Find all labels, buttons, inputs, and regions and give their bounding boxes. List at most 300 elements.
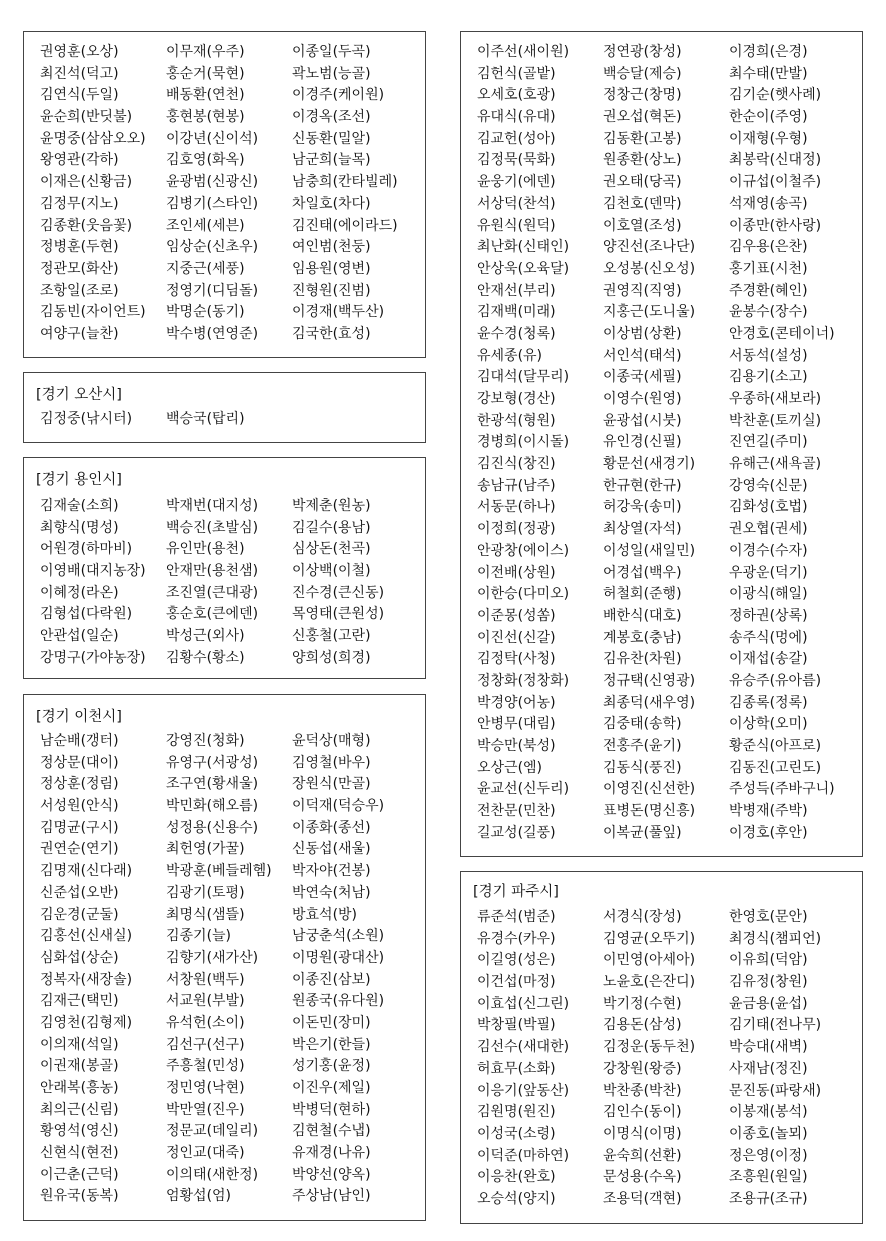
- name-entry: 윤순희(반딧불): [40, 109, 133, 126]
- name-entry: 이명식(이명): [603, 1125, 682, 1142]
- name-entry: 윤광섭(시붓): [603, 412, 682, 429]
- name-entry: 유재경(나유): [292, 1145, 371, 1162]
- name-entry: 전찬문(민찬): [477, 803, 556, 820]
- name-entry: 지홍근(도니울): [603, 304, 696, 321]
- name-entry: 신홍철(고란): [292, 628, 371, 645]
- name-entry: 김우용(은찬): [729, 239, 808, 256]
- name-entry: 정창화(정창화): [477, 672, 570, 689]
- name-entry: 김연식(두일): [40, 87, 119, 104]
- name-entry: 유승주(유아름): [729, 672, 822, 689]
- name-entry: 이성일(새일민): [603, 542, 696, 559]
- name-entry: 김호영(화옥): [166, 152, 245, 169]
- name-entry: 원종국(유다원): [292, 993, 385, 1010]
- section-top-left: [23, 31, 426, 358]
- name-entry: 여인범(천둥): [292, 239, 371, 256]
- name-entry: 지중근(세풍): [166, 260, 245, 277]
- name-entry: 한영호(문안): [729, 909, 808, 925]
- name-entry: 김인수(동이): [603, 1104, 682, 1121]
- name-grid: [40, 731, 421, 1208]
- name-entry: 김선구(선구): [166, 1036, 245, 1053]
- name-entry: 권오협(권세): [729, 521, 808, 538]
- name-entry: 이의태(새한정): [166, 1166, 259, 1183]
- name-entry: 이종일(두곡): [292, 44, 371, 60]
- name-entry: 정병훈(두현): [40, 239, 119, 256]
- name-grid: [477, 42, 858, 844]
- name-entry: 이응기(앞동산): [477, 1082, 570, 1099]
- name-entry: 임상순(신초우): [166, 239, 259, 256]
- name-entry: 이경옥(조선): [292, 109, 371, 126]
- name-entry: 이영배(대지농장): [40, 563, 146, 580]
- name-entry: 박연숙(처남): [292, 884, 371, 901]
- name-entry: 우광운(덕기): [729, 564, 808, 581]
- name-entry: 황문선(새경기): [603, 456, 696, 473]
- name-entry: 조구연(황새울): [166, 776, 259, 793]
- name-entry: 최봉락(신대정): [729, 152, 822, 169]
- name-entry: 박광훈(베들레헴): [166, 863, 272, 880]
- name-entry: 곽노범(능골): [292, 65, 371, 82]
- name-entry: 서창원(백두): [166, 971, 245, 988]
- name-entry: 주경환(혜인): [729, 282, 808, 299]
- name-entry: 김기태(전나무): [729, 1017, 822, 1034]
- name-entry: 차일호(차다): [292, 195, 371, 212]
- name-entry: 이의재(석일): [40, 1036, 119, 1053]
- name-entry: 서성원(안식): [40, 798, 119, 815]
- name-entry: 이덕재(덕승우): [292, 798, 385, 815]
- name-entry: 이영수(원영): [603, 391, 682, 407]
- name-entry: 김재근(택민): [40, 993, 119, 1010]
- name-entry: 정문교(데일리): [166, 1123, 259, 1140]
- name-entry: 유석헌(소이): [166, 1014, 245, 1031]
- name-entry: 홍기표(시천): [729, 260, 808, 277]
- name-entry: 이호열(조성): [603, 217, 682, 234]
- name-entry: 정인교(대죽): [166, 1145, 245, 1162]
- name-entry: 황준식(아프로): [729, 738, 822, 754]
- name-entry: 안래복(흥농): [40, 1080, 119, 1096]
- name-entry: 우종하(새보라): [729, 391, 822, 407]
- section-yongin: [23, 457, 426, 679]
- name-entry: 유영구(서광성): [166, 754, 259, 771]
- name-entry: 이무재(우주): [166, 44, 245, 60]
- name-entry: 정규택(신영광): [603, 672, 696, 689]
- section-icheon: [23, 694, 426, 1221]
- name-entry: 신준섭(오반): [40, 884, 119, 901]
- section-top-right: [460, 31, 863, 857]
- name-entry: 박기정(수현): [603, 995, 682, 1012]
- name-entry: 양진선(조나단): [603, 239, 696, 256]
- name-entry: 이복균(풀잎): [603, 824, 682, 841]
- name-entry: 정관모(화산): [40, 260, 119, 277]
- name-entry: 이주선(새이원): [477, 44, 570, 60]
- name-entry: 최진석(덕고): [40, 65, 119, 82]
- name-entry: 권오섭(혁돈): [603, 109, 682, 126]
- name-entry: 윤광범(신광신): [166, 174, 259, 191]
- name-entry: 안상욱(오육달): [477, 260, 570, 277]
- section-paju: [460, 871, 863, 1224]
- name-entry: 송주식(멍에): [729, 629, 808, 646]
- name-entry: 유세종(유): [477, 347, 543, 364]
- name-entry: 백승국(탑리): [166, 411, 245, 427]
- name-entry: 윤교선(신두리): [477, 781, 570, 798]
- name-entry: 성기홍(윤정): [292, 1058, 371, 1075]
- name-entry: 석재영(송곡): [729, 195, 808, 212]
- name-entry: 김길수(용남): [292, 519, 371, 536]
- name-entry: 유경수(카우): [477, 930, 556, 947]
- name-entry: 윤수경(청록): [477, 325, 556, 342]
- name-entry: 박성근(외사): [166, 628, 245, 645]
- name-entry: 이민영(아세아): [603, 952, 696, 969]
- name-grid: [40, 409, 421, 431]
- name-entry: 박창필(박필): [477, 1017, 556, 1034]
- name-entry: 김정묵(묵화): [477, 152, 556, 169]
- name-entry: 안재만(용천샘): [166, 563, 259, 580]
- name-entry: 김대석(달무리): [477, 369, 570, 386]
- name-entry: 한순이(주영): [729, 109, 808, 126]
- name-entry: 윤숙희(선환): [603, 1147, 682, 1164]
- name-entry: 이전배(상원): [477, 564, 556, 581]
- name-entry: 왕영관(각하): [40, 152, 119, 169]
- name-entry: 박자야(건봉): [292, 863, 371, 880]
- name-entry: 서상덕(찬석): [477, 195, 556, 212]
- name-entry: 안병무(대림): [477, 716, 556, 733]
- name-entry: 김황수(황소): [166, 649, 245, 666]
- name-entry: 이돈민(장미): [292, 1014, 371, 1031]
- name-entry: 이경수(수자): [729, 542, 808, 559]
- name-entry: 이혜정(라온): [40, 584, 119, 601]
- name-entry: 유해근(새욕골): [729, 456, 822, 473]
- name-entry: 김광기(토평): [166, 884, 245, 901]
- name-entry: 엄황섭(엄): [166, 1188, 232, 1205]
- name-entry: 조용덕(객현): [603, 1190, 682, 1207]
- name-entry: 김선수(새대한): [477, 1039, 570, 1056]
- name-entry: 이경희(은경): [729, 44, 808, 60]
- name-entry: 최경식(챔피언): [729, 930, 822, 947]
- name-entry: 박찬종(박찬): [603, 1082, 682, 1099]
- name-entry: 김헌식(골밭): [477, 65, 556, 82]
- name-entry: 주흥철(민성): [166, 1058, 245, 1075]
- name-entry: 김정무(지노): [40, 195, 119, 212]
- name-entry: 이효섭(신그린): [477, 995, 570, 1012]
- name-entry: 유인만(용천): [166, 541, 245, 558]
- name-entry: 김종록(정록): [729, 694, 808, 711]
- name-entry: 이종만(한사랑): [729, 217, 822, 234]
- name-entry: 최명식(샘뜰): [166, 906, 245, 923]
- name-entry: 서경식(장성): [603, 909, 682, 925]
- name-entry: 오세호(호광): [477, 87, 556, 104]
- section-title: [경기 용인시]: [36, 472, 122, 488]
- name-entry: 이권재(봉골): [40, 1058, 119, 1075]
- name-entry: 박경양(어농): [477, 694, 556, 711]
- name-entry: 김진태(에이라드): [292, 217, 398, 234]
- name-entry: 경병희(이시돌): [477, 434, 570, 451]
- name-entry: 오상근(엠): [477, 759, 543, 776]
- name-entry: 이강년(신이석): [166, 130, 259, 147]
- name-entry: 문진동(파랑새): [729, 1082, 822, 1099]
- name-entry: 이경주(케이원): [292, 87, 385, 104]
- name-entry: 이상범(상환): [603, 325, 682, 342]
- name-entry: 최의근(신림): [40, 1101, 119, 1118]
- name-entry: 이상학(오미): [729, 716, 808, 733]
- name-entry: 원종환(상노): [603, 152, 682, 169]
- name-entry: 이진선(신갈): [477, 629, 556, 646]
- name-entry: 김원명(원진): [477, 1104, 556, 1121]
- name-entry: 김정탁(사청): [477, 651, 556, 668]
- name-entry: 권오태(당곡): [603, 174, 682, 191]
- name-entry: 이길영(성은): [477, 952, 556, 969]
- name-entry: 진연길(주미): [729, 434, 808, 451]
- name-entry: 김종기(늘): [166, 928, 232, 945]
- name-entry: 허강욱(송미): [603, 499, 682, 516]
- name-entry: 권영직(직영): [603, 282, 682, 299]
- name-entry: 최향식(명성): [40, 519, 119, 536]
- name-entry: 문성용(수옥): [603, 1169, 682, 1186]
- name-grid: [40, 496, 421, 670]
- name-entry: 김기순(햇사례): [729, 87, 822, 104]
- name-entry: 남충희(칸타빌레): [292, 174, 398, 191]
- name-entry: 양희성(희경): [292, 649, 371, 666]
- name-entry: 강영숙(신문): [729, 477, 808, 494]
- name-entry: 조항일(조로): [40, 282, 119, 299]
- name-entry: 주성득(주바구니): [729, 781, 835, 798]
- section-osan: [23, 372, 426, 443]
- name-entry: 배한식(대호): [603, 607, 682, 624]
- name-entry: 이영진(신선한): [603, 781, 696, 798]
- name-entry: 정복자(새장솔): [40, 971, 133, 988]
- name-grid: [477, 907, 858, 1211]
- name-entry: 서동문(하나): [477, 499, 556, 516]
- name-entry: 정하권(상록): [729, 607, 808, 624]
- name-entry: 김영천(김형제): [40, 1014, 133, 1031]
- name-entry: 신동섭(새울): [292, 841, 371, 858]
- name-entry: 이성국(소령): [477, 1125, 556, 1142]
- name-entry: 김국한(효성): [292, 325, 371, 342]
- name-entry: 정상문(대이): [40, 754, 119, 771]
- name-entry: 김동환(고봉): [603, 130, 682, 147]
- name-entry: 박재번(대지성): [166, 498, 259, 514]
- name-entry: 박만열(진우): [166, 1101, 245, 1118]
- name-entry: 어경섭(백우): [603, 564, 682, 581]
- name-entry: 김현철(수냅): [292, 1123, 371, 1140]
- name-entry: 남궁춘석(소원): [292, 928, 385, 945]
- name-entry: 권연순(연기): [40, 841, 119, 858]
- name-entry: 김종환(웃음꽃): [40, 217, 133, 234]
- name-entry: 이한승(다미오): [477, 586, 570, 603]
- name-entry: 이규섭(이철주): [729, 174, 822, 191]
- name-entry: 이재은(신황금): [40, 174, 133, 191]
- name-entry: 강보형(경산): [477, 391, 556, 407]
- name-entry: 홍현봉(현봉): [166, 109, 245, 126]
- name-entry: 이덕준(마하연): [477, 1147, 570, 1164]
- name-entry: 김영균(오뚜기): [603, 930, 696, 947]
- name-entry: 김용기(소고): [729, 369, 808, 386]
- name-entry: 이응찬(완호): [477, 1169, 556, 1186]
- name-entry: 홍순호(큰에덴): [166, 606, 259, 623]
- name-entry: 오성봉(신오성): [603, 260, 696, 277]
- name-entry: 윤금용(윤섭): [729, 995, 808, 1012]
- section-title: [경기 이천시]: [36, 709, 122, 725]
- name-entry: 강영진(청화): [166, 733, 245, 749]
- name-entry: 최수태(만발): [729, 65, 808, 82]
- name-entry: 조진열(큰대광): [166, 584, 259, 601]
- name-entry: 이정희(정광): [477, 521, 556, 538]
- name-entry: 최헌영(가꿀): [166, 841, 245, 858]
- name-entry: 이종진(삼보): [292, 971, 371, 988]
- name-entry: 김형섭(다락원): [40, 606, 133, 623]
- name-entry: 유인경(신필): [603, 434, 682, 451]
- name-entry: 안광창(에이스): [477, 542, 570, 559]
- name-entry: 이유희(덕암): [729, 952, 808, 969]
- name-entry: 여양구(늘찬): [40, 325, 119, 342]
- name-entry: 강창원(왕증): [603, 1060, 682, 1077]
- name-entry: 이상백(이철): [292, 563, 371, 580]
- name-entry: 주상남(남인): [292, 1188, 371, 1205]
- name-entry: 최상열(자석): [603, 521, 682, 538]
- name-entry: 전홍주(윤기): [603, 738, 682, 754]
- name-entry: 백승달(제승): [603, 65, 682, 82]
- name-entry: 신동환(밀알): [292, 130, 371, 147]
- name-entry: 김정중(낚시터): [40, 411, 133, 427]
- name-entry: 남순배(갱터): [40, 733, 119, 749]
- name-entry: 박민화(해오름): [166, 798, 259, 815]
- name-entry: 윤덕상(매형): [292, 733, 371, 749]
- name-entry: 김영철(바우): [292, 754, 371, 771]
- name-entry: 정영기(디딤돌): [166, 282, 259, 299]
- name-entry: 임용원(영변): [292, 260, 371, 277]
- name-entry: 박양선(양옥): [292, 1166, 371, 1183]
- name-entry: 이광식(해일): [729, 586, 808, 603]
- name-entry: 황영석(영신): [40, 1123, 119, 1140]
- name-entry: 심화섭(상순): [40, 949, 119, 966]
- name-entry: 박승대(새벽): [729, 1039, 808, 1056]
- name-entry: 윤명중(삼삼오오): [40, 130, 146, 147]
- name-entry: 이진우(제일): [292, 1080, 371, 1096]
- name-entry: 서교원(부발): [166, 993, 245, 1010]
- name-entry: 최난화(신태인): [477, 239, 570, 256]
- name-entry: 윤봉수(장수): [729, 304, 808, 321]
- name-entry: 김화성(호법): [729, 499, 808, 516]
- name-entry: 백승진(초발심): [166, 519, 259, 536]
- name-entry: 한규현(한규): [603, 477, 682, 494]
- name-entry: 어원경(하마비): [40, 541, 133, 558]
- name-entry: 박명순(동기): [166, 304, 245, 321]
- name-entry: 김동진(고린도): [729, 759, 822, 776]
- name-entry: 박병재(주박): [729, 803, 808, 820]
- name-entry: 진형원(진범): [292, 282, 371, 299]
- name-entry: 목영태(큰원성): [292, 606, 385, 623]
- name-entry: 안경호(콘테이너): [729, 325, 835, 342]
- name-entry: 김진식(창진): [477, 456, 556, 473]
- name-entry: 유대식(유대): [477, 109, 556, 126]
- name-entry: 이종호(놀뫼): [729, 1125, 808, 1142]
- name-entry: 최종덕(새우영): [603, 694, 696, 711]
- name-entry: 김정운(동두천): [603, 1039, 696, 1056]
- name-entry: 성정용(신용수): [166, 819, 259, 836]
- name-entry: 이경재(백두산): [292, 304, 385, 321]
- section-title: [경기 오산시]: [36, 387, 122, 403]
- name-entry: 조용규(조규): [729, 1190, 808, 1207]
- name-entry: 표병돈(명신흥): [603, 803, 696, 820]
- name-entry: 윤웅기(에덴): [477, 174, 556, 191]
- name-entry: 송남규(남주): [477, 477, 556, 494]
- name-entry: 이재형(우형): [729, 130, 808, 147]
- name-entry: 조인세(세븐): [166, 217, 245, 234]
- name-entry: 김동식(풍진): [603, 759, 682, 776]
- name-entry: 계봉호(충남): [603, 629, 682, 646]
- name-entry: 박제춘(원농): [292, 498, 371, 514]
- name-entry: 이명원(광대산): [292, 949, 385, 966]
- name-entry: 김재술(소희): [40, 498, 119, 514]
- name-entry: 정연광(창성): [603, 44, 682, 60]
- name-entry: 이건섭(마정): [477, 974, 556, 991]
- name-entry: 권영훈(오상): [40, 44, 119, 60]
- name-entry: 장원식(만골): [292, 776, 371, 793]
- name-entry: 오승석(양지): [477, 1190, 556, 1207]
- name-entry: 이재섭(송갈): [729, 651, 808, 668]
- name-entry: 한광석(형원): [477, 412, 556, 429]
- name-entry: 정민영(낙현): [166, 1080, 245, 1096]
- name-entry: 홍순거(묵현): [166, 65, 245, 82]
- name-entry: 서인석(태석): [603, 347, 682, 364]
- name-entry: 신현식(현전): [40, 1145, 119, 1162]
- name-entry: 심상돈(천곡): [292, 541, 371, 558]
- name-entry: 김천호(덴막): [603, 195, 682, 212]
- name-entry: 이종화(종선): [292, 819, 371, 836]
- name-entry: 박은기(한들): [292, 1036, 371, 1053]
- name-entry: 정창근(창명): [603, 87, 682, 104]
- name-entry: 방효석(방): [292, 906, 358, 923]
- name-entry: 김유찬(차원): [603, 651, 682, 668]
- name-entry: 길교성(길풍): [477, 824, 556, 841]
- name-entry: 김중태(송학): [603, 716, 682, 733]
- name-entry: 김유정(창원): [729, 974, 808, 991]
- name-entry: 이경호(후안): [729, 824, 808, 841]
- name-entry: 이종국(세필): [603, 369, 682, 386]
- section-title: [경기 파주시]: [473, 884, 559, 900]
- name-entry: 김교헌(성아): [477, 130, 556, 147]
- name-entry: 원유국(동복): [40, 1188, 119, 1205]
- name-entry: 박찬훈(토끼실): [729, 412, 822, 429]
- name-entry: 김명재(신다래): [40, 863, 133, 880]
- name-entry: 안관섭(일순): [40, 628, 119, 645]
- name-entry: 박수병(연영준): [166, 325, 259, 342]
- name-entry: 진수경(큰신동): [292, 584, 385, 601]
- name-entry: 김동빈(자이언트): [40, 304, 146, 321]
- name-grid: [40, 42, 421, 346]
- name-entry: 류준석(범준): [477, 909, 556, 925]
- name-entry: 김명균(구시): [40, 819, 119, 836]
- name-entry: 허효무(소화): [477, 1060, 556, 1077]
- name-entry: 노윤호(은잔디): [603, 974, 696, 991]
- name-entry: 남군희(늘목): [292, 152, 371, 169]
- name-entry: 사재남(정진): [729, 1060, 808, 1077]
- name-entry: 김홍선(신새실): [40, 928, 133, 945]
- name-entry: 정은영(이정): [729, 1147, 808, 1164]
- name-entry: 허철회(준행): [603, 586, 682, 603]
- name-entry: 김운경(군둘): [40, 906, 119, 923]
- name-entry: 김재백(미래): [477, 304, 556, 321]
- name-entry: 유원식(원덕): [477, 217, 556, 234]
- name-entry: 서동석(설성): [729, 347, 808, 364]
- name-entry: 김병기(스타인): [166, 195, 259, 212]
- name-entry: 안재선(부리): [477, 282, 556, 299]
- name-entry: 김용돈(삼성): [603, 1017, 682, 1034]
- name-entry: 김향기(새가산): [166, 949, 259, 966]
- name-entry: 이봉재(봉석): [729, 1104, 808, 1121]
- name-entry: 조흥원(원일): [729, 1169, 808, 1186]
- name-entry: 박승만(북성): [477, 738, 556, 754]
- name-entry: 강명구(가야농장): [40, 649, 146, 666]
- name-entry: 이근춘(근덕): [40, 1166, 119, 1183]
- name-entry: 이준몽(성쏨): [477, 607, 556, 624]
